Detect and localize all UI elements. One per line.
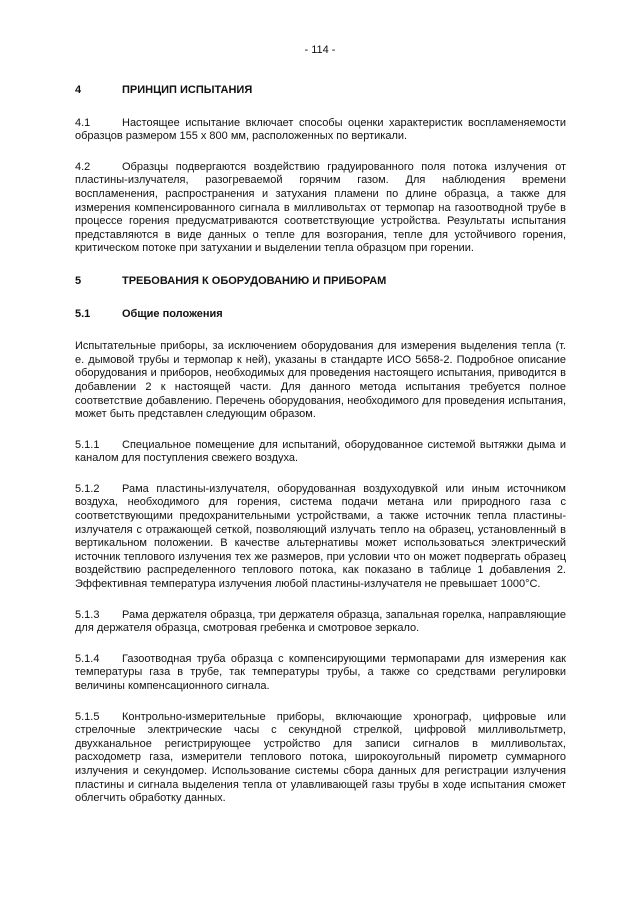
section-heading-5 bbox=[75, 275, 566, 289]
section-number: 5 bbox=[75, 274, 82, 287]
section-heading-4 bbox=[75, 84, 566, 98]
paragraph-text: Специальное помещение для испытаний, оборудованное системой вытяжки дыма и каналом для поступления свежего воздуха. bbox=[75, 438, 566, 465]
subsection-title: Общие положения bbox=[122, 307, 223, 320]
paragraph-text: Контрольно-измерительные приборы, включающие хронограф, цифровые или стрелочные электрические часы с секундной стрелкой, цифровой милливольтметр, двухканальное регистрирующее устройство для записи сигналов в милливольтах, расходометр газа, измерители теплового потока, широкоугольный пирометр суммарного излучения и секундомер. Использование системы сбора данных для регистрации излучения пластины и сигнала выделения тепла от улавливающей газы трубы в ходе испытания сможет облегчить обработку данных. bbox=[75, 710, 566, 805]
page-number: - 114 - bbox=[304, 44, 336, 56]
paragraph-5-1-5 bbox=[75, 711, 566, 806]
paragraph-number: 5.1.3 bbox=[75, 608, 100, 621]
paragraph-number: 4.2 bbox=[75, 160, 91, 173]
paragraph-5-1-intro: Испытательные приборы, за исключением оборудования для измерения выделения тепла (т. е. дымовой трубы и термопар к ней), указаны в стандарте ИСО 5658-2. Подробное описание оборудования и приборов, необходимых для проведения настоящего испытания, приводится в добавлении 2 к настоящей части. Для данного метода испытания требуется полное соответствие добавлению. Перечень оборудования, необходимого для проведения испытания, может быть представлен следующим образом. bbox=[75, 340, 566, 421]
document-body bbox=[75, 84, 566, 806]
paragraph-number: 5.1.1 bbox=[75, 438, 100, 451]
paragraph-5-1-4 bbox=[75, 653, 566, 694]
paragraph-5-1-1 bbox=[75, 439, 566, 466]
paragraph-text: Настоящее испытание включает способы оценки характеристик воспламеняемости образцов размером 155 x 800 мм, расположенных по вертикали. bbox=[75, 116, 566, 143]
paragraph-text: Газоотводная труба образца с компенсирующими термопарами для измерения как температуры газа в трубе, так температуры трубы, а также со средствами регулировки величины компенсационного сигнала. bbox=[75, 652, 566, 692]
section-title: ТРЕБОВАНИЯ К ОБОРУДОВАНИЮ И ПРИБОРАМ bbox=[122, 274, 387, 287]
paragraph-number: 4.1 bbox=[75, 116, 91, 129]
paragraph-5-1-3 bbox=[75, 609, 566, 636]
paragraph-number: 5.1.5 bbox=[75, 710, 100, 723]
paragraph-number: 5.1.4 bbox=[75, 652, 100, 665]
paragraph-5-1-2 bbox=[75, 483, 566, 592]
paragraph-4-2 bbox=[75, 161, 566, 256]
paragraph-4-1 bbox=[75, 117, 566, 144]
section-number: 4 bbox=[75, 84, 82, 96]
subsection-number: 5.1 bbox=[75, 307, 91, 320]
subsection-heading-5-1 bbox=[75, 308, 566, 322]
section-title: ПРИНЦИП ИСПЫТАНИЯ bbox=[122, 84, 253, 96]
paragraph-text: Рама пластины-излучателя, оборудованная воздуходувкой или иным источником воздуха, необходимого для горения, система подачи метана или природного газа с соответствующими предохранительными устройствами, а также источник тепла пластины-излучателя с отражающей сеткой, позволяющий излучать тепло на образец, установленный в вертикальном положении. В качестве альтернативы может использоваться электрический источник теплового излучения тех же размеров, при условии что он может подвергать образец воздействию распределенного теплового потока, как показано в таблице 1 добавления 2. Эффективная температура излучения любой пластины-излучателя не превышает 1000°C. bbox=[75, 482, 566, 591]
paragraph-text: Рама держателя образца, три держателя образца, запальная горелка, направляющие для держателя образца, смотровая гребенка и смотровое зеркало. bbox=[75, 608, 566, 635]
paragraph-text: Образцы подвергаются воздействию градуированного поля потока излучения от пластины-излучателя, разогреваемой горячим газом. Для наблюдения времени воспламенения, распространения и затухания пламени по длине образца, а также для измерения компенсированного сигнала в милливольтах от термопар на газоотводной трубе в процессе горения предусматриваются соответствующие устройства. Результаты испытания представляются в виде данных о тепле для возгорания, тепле для устойчивого горения, критическом потоке при затухании и выделении тепла образцом при горении. bbox=[75, 160, 566, 255]
paragraph-number: 5.1.2 bbox=[75, 482, 100, 495]
